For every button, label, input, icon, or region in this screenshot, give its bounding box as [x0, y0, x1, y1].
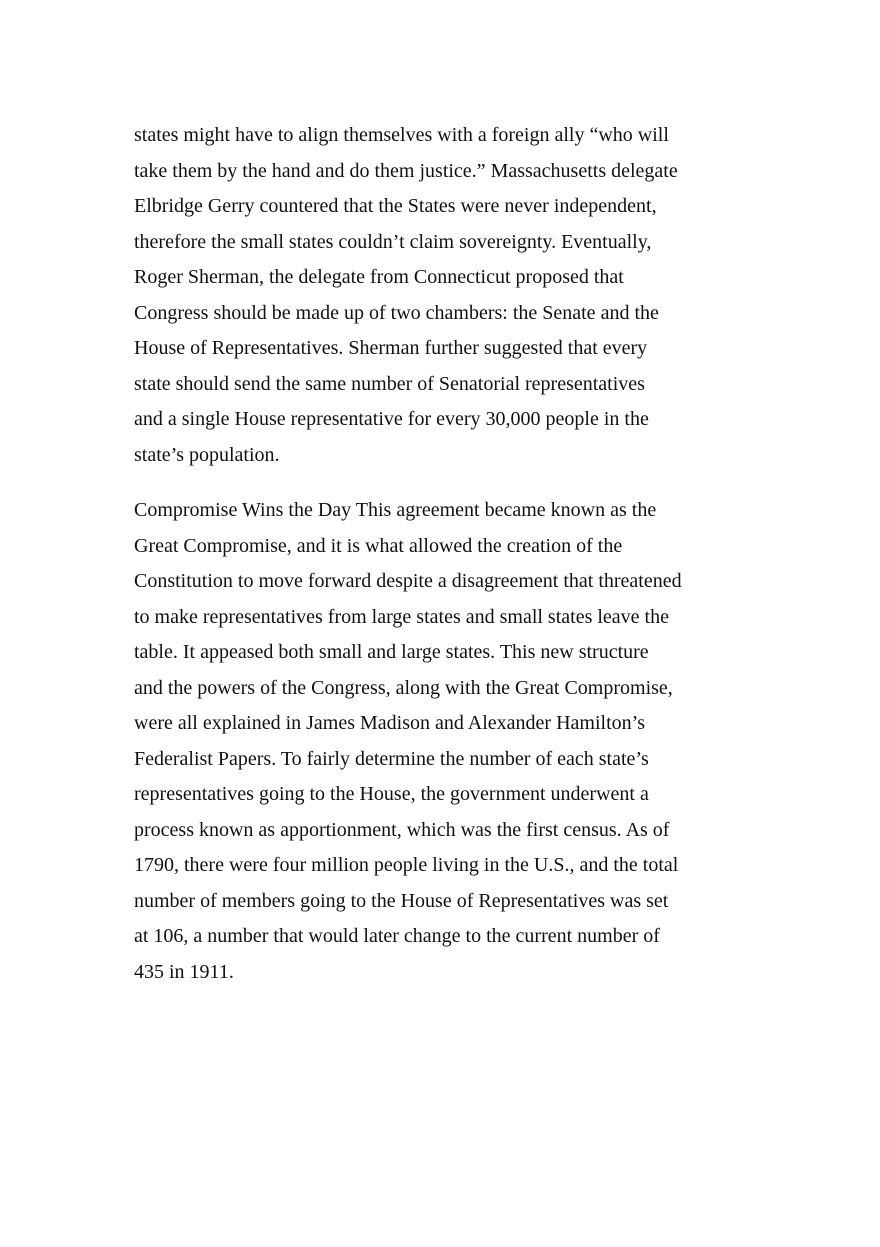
text-line: were all explained in James Madison and Alexander Hamilton’s [134, 712, 645, 734]
text-line: Roger Sherman, the delegate from Connecticut proposed that [134, 266, 624, 288]
text-line: process known as apportionment, which was the first census. As of [134, 818, 670, 841]
text-line: to make representatives from large states and small states leave the [134, 605, 669, 628]
text-line: therefore the small states couldn’t claim sovereignty. Eventually, [134, 230, 652, 253]
text-line: 435 in 1911. [134, 960, 234, 983]
paragraph-1 [134, 120, 678, 475]
text-line: state should send the same number of Senatorial representatives [134, 372, 645, 395]
text-line: and the powers of the Congress, along with the Great Compromise, [134, 676, 673, 699]
text-line: states might have to align themselves with a foreign ally “who will [134, 124, 669, 146]
text-line: table. It appeased both small and large states. This new structure [134, 641, 649, 663]
text-line: Federalist Papers. To fairly determine the number of each state’s [134, 747, 649, 770]
text-line: 1790, there were four million people living in the U.S., and the total [134, 854, 679, 876]
paragraph-2 [134, 495, 682, 992]
text-line: Compromise Wins the Day This agreement became known as the [134, 499, 657, 521]
text-line: Great Compromise, and it is what allowed the creation of the [134, 534, 623, 557]
text-line: state’s population. [134, 443, 280, 466]
text-line: Constitution to move forward despite a disagreement that threatened [134, 570, 682, 592]
text-line: representatives going to the House, the government underwent a [134, 783, 649, 805]
text-line: and a single House representative for every 30,000 people in the [134, 408, 649, 430]
text-line: House of Representatives. Sherman further suggested that every [134, 337, 648, 359]
text-line: Congress should be made up of two chambers: the Senate and the [134, 301, 659, 324]
text-line: number of members going to the House of Representatives was set [134, 889, 669, 912]
text-line: take them by the hand and do them justice.” Massachusetts delegate [134, 159, 678, 182]
text-line: Elbridge Gerry countered that the States were never independent, [134, 195, 657, 217]
text-line: at 106, a number that would later change to the current number of [134, 925, 660, 947]
